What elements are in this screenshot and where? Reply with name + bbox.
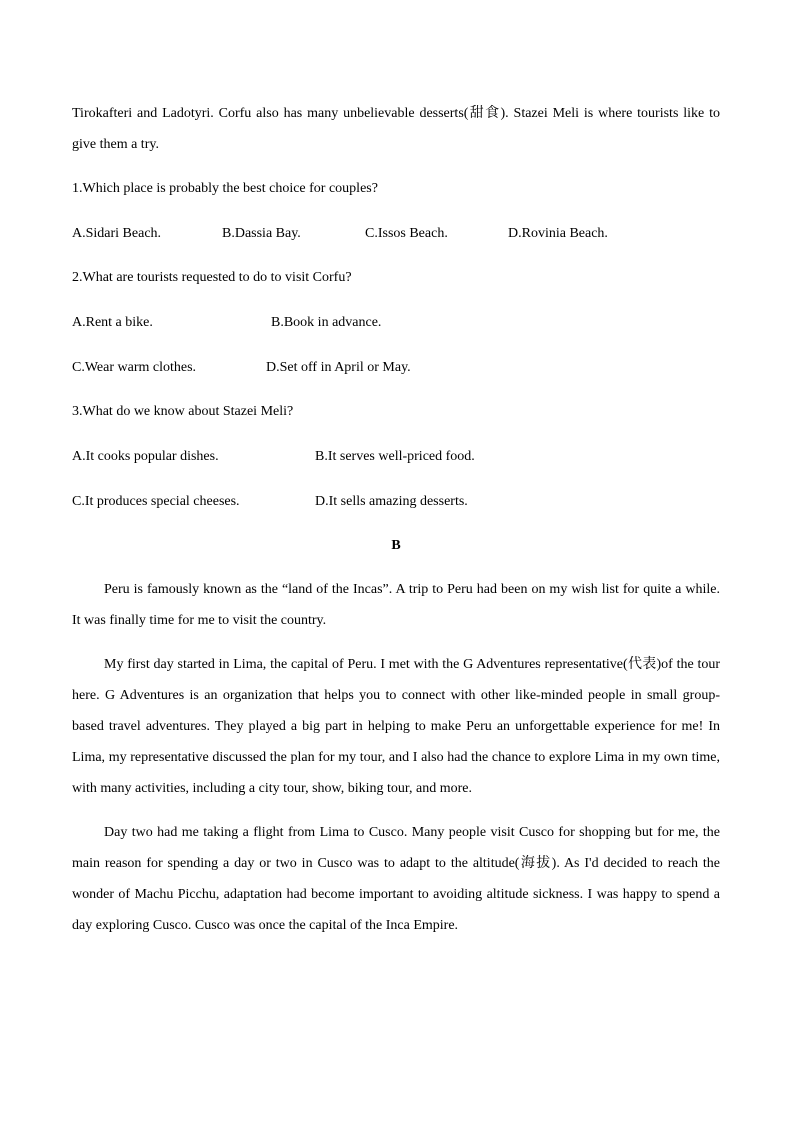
question-2-options-row-1: [72, 307, 720, 338]
question-2-option-c: C.Wear warm clothes.: [72, 360, 197, 375]
question-3-options-row-1: [72, 441, 720, 472]
question-3-option-b: B.It serves well-priced food.: [315, 449, 475, 464]
passage-paragraph-3: Day two had me taking a flight from Lima to Cusco. Many people visit Cusco for shopping but for me, the main reason for spending a day or two in Cusco was to adapt to the altitude(海拔). As I'd decided to reach the wonder of Machu Picchu, adaptation had become important to avoiding altitude sickness. I was happy to spend a day exploring Cusco. Cusco was once the capital of the Inca Empire.: [72, 825, 720, 933]
question-2-options-row-2: [72, 352, 720, 383]
question-1-option-b: B.Dassia Bay.: [222, 226, 301, 241]
intro-paragraph: Tirokafteri and Ladotyri. Corfu also has many unbelievable desserts(甜食). Stazei Meli is where tourists like to give them a try.: [72, 106, 720, 152]
question-1-options: [72, 218, 720, 249]
question-3-stem: 3.What do we know about Stazei Meli?: [72, 404, 294, 419]
question-3-option-d: D.It sells amazing desserts.: [315, 494, 468, 509]
question-2-option-b: B.Book in advance.: [271, 315, 382, 330]
question-2-stem: 2.What are tourists requested to do to visit Corfu?: [72, 270, 352, 285]
section-heading: B: [391, 538, 401, 553]
question-1-option-d: D.Rovinia Beach.: [508, 226, 608, 241]
question-2-option-d: D.Set off in April or May.: [266, 360, 411, 375]
question-3-options-row-2: [72, 486, 720, 517]
question-1-option-c: C.Issos Beach.: [365, 226, 448, 241]
question-3-option-c: C.It produces special cheeses.: [72, 494, 240, 509]
question-3-option-a: A.It cooks popular dishes.: [72, 449, 219, 464]
question-2-option-a: A.Rent a bike.: [72, 315, 153, 330]
passage-paragraph-2: My first day started in Lima, the capital of Peru. I met with the G Adventures representative(代表)of the tour here. G Adventures is an organization that helps you to connect with other like-minded people in small group-based travel adventures. They played a big part in helping to make Peru an unforgettable experience for me! In Lima, my representative discussed the plan for my tour, and I also had the chance to explore Lima in my own time, with many activities, including a city tour, show, biking tour, and more.: [72, 657, 720, 796]
document-page: [72, 98, 720, 941]
passage-paragraph-1: Peru is famously known as the “land of the Incas”. A trip to Peru had been on my wish list for quite a while. It was finally time for me to visit the country.: [72, 582, 720, 628]
question-1-option-a: A.Sidari Beach.: [72, 226, 162, 241]
question-1-stem: 1.Which place is probably the best choice for couples?: [72, 181, 378, 196]
